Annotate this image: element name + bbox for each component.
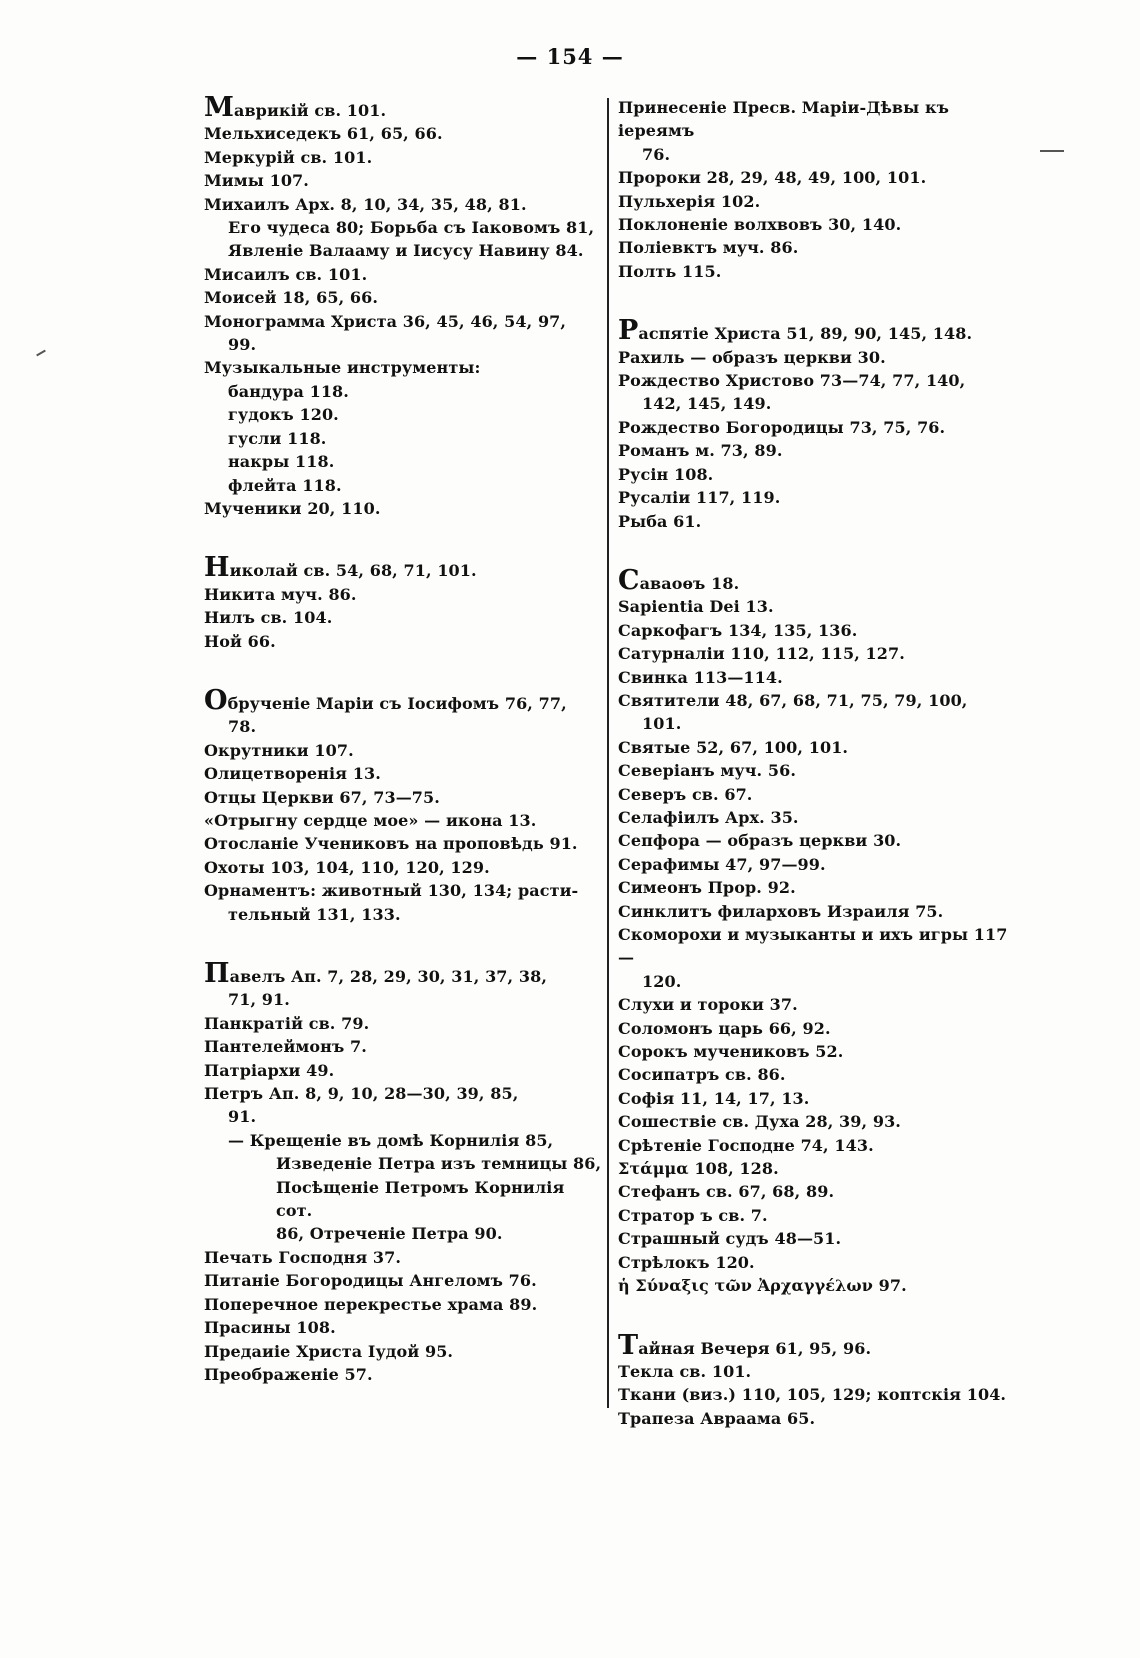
entry-text: Монограмма Христа 36, 45, 46, 54, 97, bbox=[204, 311, 567, 331]
index-entry bbox=[204, 879, 604, 902]
index-entry bbox=[618, 143, 1018, 166]
entry-text: Олицетворенія 13. bbox=[204, 764, 381, 784]
entry-text: Полть 115. bbox=[618, 261, 722, 281]
index-entry bbox=[618, 900, 1018, 923]
entry-text: Романъ м. 73, 89. bbox=[618, 441, 783, 461]
index-entry bbox=[618, 1407, 1018, 1430]
entry-text: Принесеніе Пресв. Маріи-Дѣвы къ іереямъ bbox=[618, 98, 949, 141]
index-section-heading bbox=[618, 564, 1018, 596]
index-section-heading bbox=[204, 552, 604, 584]
index-entry bbox=[618, 236, 1018, 259]
index-entry bbox=[618, 260, 1018, 283]
entry-text: флейта 118. bbox=[228, 475, 342, 495]
entry-text: Меркурій св. 101. bbox=[204, 147, 373, 167]
index-entry bbox=[618, 876, 1018, 899]
entry-text: Поліевктъ муч. 86. bbox=[618, 238, 799, 258]
index-section-heading bbox=[618, 1329, 1018, 1361]
index-entry bbox=[618, 346, 1018, 369]
index-section bbox=[204, 552, 604, 653]
entry-text: — Крещеніе въ домѣ Корнилія 85, bbox=[228, 1130, 554, 1150]
index-entry bbox=[204, 310, 604, 333]
entry-text: 101. bbox=[642, 714, 682, 734]
index-entry bbox=[618, 619, 1018, 642]
index-entry bbox=[204, 856, 604, 879]
index-entry bbox=[204, 1222, 604, 1245]
entry-text: Текла св. 101. bbox=[618, 1361, 752, 1381]
index-entry bbox=[618, 1383, 1018, 1406]
index-entry bbox=[618, 369, 1018, 392]
index-entry bbox=[618, 806, 1018, 829]
index-entry bbox=[204, 1246, 604, 1269]
index-entry bbox=[204, 122, 604, 145]
index-entry bbox=[618, 1274, 1018, 1297]
entry-text: Музыкальные инструменты: bbox=[204, 358, 481, 378]
column-divider bbox=[607, 98, 609, 1408]
index-entry bbox=[204, 903, 604, 926]
entry-text: Мученики 20, 110. bbox=[204, 498, 381, 518]
entry-text: Sapientia Dei 13. bbox=[618, 597, 774, 617]
index-entry bbox=[204, 333, 604, 356]
entry-text: Окрутники 107. bbox=[204, 740, 354, 760]
index-entry bbox=[618, 829, 1018, 852]
entry-text: брученіе Маріи съ Іосифомъ 76, 77, bbox=[227, 693, 567, 713]
entry-text: «Отрыгну сердце мое» — икона 13. bbox=[204, 810, 537, 830]
entry-text: Рождество Богородицы 73, 75, 76. bbox=[618, 417, 946, 437]
entry-text: Сошествіе св. Духа 28, 39, 93. bbox=[618, 1112, 901, 1132]
index-entry bbox=[204, 988, 604, 1011]
entry-text: гудокъ 120. bbox=[228, 405, 339, 425]
entry-text: Симеонъ Прор. 92. bbox=[618, 878, 796, 898]
index-entry bbox=[204, 380, 604, 403]
entry-text: Стефанъ св. 67, 68, 89. bbox=[618, 1182, 835, 1202]
entry-text: Печать Господня 37. bbox=[204, 1247, 402, 1267]
index-entry bbox=[204, 1129, 604, 1152]
entry-text: Свинка 113—114. bbox=[618, 667, 783, 687]
entry-text: аврикій св. 101. bbox=[234, 101, 387, 120]
index-entry bbox=[618, 666, 1018, 689]
index-entry bbox=[618, 1251, 1018, 1274]
entry-text: Отцы Церкви 67, 73—75. bbox=[204, 787, 440, 807]
index-entry bbox=[618, 1040, 1018, 1063]
index-entry bbox=[204, 583, 604, 606]
index-entry bbox=[618, 736, 1018, 759]
index-section bbox=[204, 958, 604, 1386]
index-section bbox=[618, 96, 1018, 283]
index-entry bbox=[618, 1063, 1018, 1086]
index-entry bbox=[204, 497, 604, 520]
entry-text: Скоморохи и музыканты и ихъ игры 117— bbox=[618, 925, 1008, 968]
index-entry bbox=[618, 486, 1018, 509]
scan-mark bbox=[1040, 150, 1064, 152]
entry-text: Пантелеймонъ 7. bbox=[204, 1037, 367, 1057]
index-entry bbox=[204, 1035, 604, 1058]
index-entry bbox=[204, 263, 604, 286]
entry-text: Στάμμα 108, 128. bbox=[618, 1159, 779, 1179]
entry-text: бандура 118. bbox=[228, 381, 349, 401]
entry-text: Отосланіе Учениковъ на проповѣдь 91. bbox=[204, 834, 578, 854]
entry-text: Изведеніе Петра изъ темницы 86, bbox=[276, 1154, 602, 1174]
index-section bbox=[204, 684, 604, 926]
entry-text: Русін 108. bbox=[618, 464, 714, 484]
entry-text: Сатурналіи 110, 112, 115, 127. bbox=[618, 644, 905, 664]
entry-text: Панкратій св. 79. bbox=[204, 1013, 370, 1033]
entry-text: Мисаилъ св. 101. bbox=[204, 264, 368, 284]
entry-text: Мельхиседекъ 61, 65, 66. bbox=[204, 124, 443, 144]
index-entry bbox=[204, 1269, 604, 1292]
entry-text: Поперечное перекрестье храма 89. bbox=[204, 1294, 538, 1314]
entry-text: Пульхерія 102. bbox=[618, 191, 761, 211]
entry-text: Северъ св. 67. bbox=[618, 784, 753, 804]
index-entry bbox=[204, 1363, 604, 1386]
index-entry bbox=[204, 474, 604, 497]
entry-text: Срѣтеніе Господне 74, 143. bbox=[618, 1135, 874, 1155]
initial-letter: С bbox=[618, 564, 640, 596]
entry-text: Никита муч. 86. bbox=[204, 584, 357, 604]
index-section-heading bbox=[204, 92, 604, 123]
entry-text: Трапеза Авраама 65. bbox=[618, 1408, 816, 1428]
entry-text: аваоѳъ 18. bbox=[639, 573, 740, 593]
initial-letter: М bbox=[204, 92, 234, 123]
index-section bbox=[618, 315, 1018, 533]
index-section bbox=[618, 1329, 1018, 1431]
entry-text: 142, 145, 149. bbox=[642, 394, 772, 414]
entry-text: тельный 131, 133. bbox=[228, 904, 401, 924]
index-entry bbox=[618, 783, 1018, 806]
index-entry bbox=[204, 146, 604, 169]
index-entry bbox=[204, 1082, 604, 1105]
entry-text: 99. bbox=[228, 335, 257, 355]
entry-text: Святители 48, 67, 68, 71, 75, 79, 100, bbox=[618, 690, 968, 710]
page-number: — 154 — bbox=[516, 44, 624, 69]
index-entry bbox=[204, 739, 604, 762]
index-entry bbox=[618, 96, 1018, 143]
index-entry bbox=[618, 993, 1018, 1016]
index-entry bbox=[204, 715, 604, 738]
entry-text: Патріархи 49. bbox=[204, 1060, 335, 1080]
index-entry bbox=[204, 762, 604, 785]
index-entry bbox=[618, 759, 1018, 782]
index-entry bbox=[204, 1152, 604, 1175]
index-entry bbox=[204, 239, 604, 262]
entry-text: Предаиіе Христа Іудой 95. bbox=[204, 1341, 454, 1361]
index-entry bbox=[618, 416, 1018, 439]
entry-text: Слухи и тороки 37. bbox=[618, 995, 798, 1015]
entry-text: Моисей 18, 65, 66. bbox=[204, 288, 379, 308]
entry-text: Орнаментъ: животный 130, 134; расти- bbox=[204, 881, 579, 901]
index-entry bbox=[618, 595, 1018, 618]
entry-text: гусли 118. bbox=[228, 428, 327, 448]
initial-letter: Т bbox=[618, 1329, 639, 1361]
entry-text: 71, 91. bbox=[228, 990, 290, 1010]
entry-text: Рыба 61. bbox=[618, 511, 702, 531]
entry-text: Его чудеса 80; Борьба съ Іаковомъ 81, bbox=[228, 218, 595, 238]
initial-letter: Н bbox=[204, 552, 230, 584]
entry-text: аспятіе Христа 51, 89, 90, 145, 148. bbox=[638, 324, 973, 344]
index-entry bbox=[618, 1157, 1018, 1180]
index-entry bbox=[204, 216, 604, 239]
index-entry bbox=[618, 712, 1018, 735]
entry-text: 120. bbox=[642, 971, 682, 991]
index-entry bbox=[204, 1176, 604, 1223]
entry-text: 86, Отреченіе Петра 90. bbox=[276, 1224, 503, 1244]
right-column bbox=[618, 96, 1018, 1466]
entry-text: Северіанъ муч. 56. bbox=[618, 761, 797, 781]
index-entry bbox=[204, 630, 604, 653]
index-entry bbox=[618, 1134, 1018, 1157]
entry-text: Пророки 28, 29, 48, 49, 100, 101. bbox=[618, 168, 927, 188]
entry-text: Питаніе Богородицы Ангеломъ 76. bbox=[204, 1271, 537, 1291]
index-entry bbox=[618, 213, 1018, 236]
index-entry bbox=[618, 190, 1018, 213]
entry-text: айная Вечеря 61, 95, 96. bbox=[638, 1338, 872, 1358]
index-entry bbox=[204, 286, 604, 309]
scan-mark bbox=[36, 350, 46, 357]
index-entry bbox=[204, 427, 604, 450]
index-entry bbox=[204, 1340, 604, 1363]
entry-text: Русаліи 117, 119. bbox=[618, 488, 781, 508]
entry-text: Сепфора — образъ церкви 30. bbox=[618, 831, 902, 851]
index-entry bbox=[618, 853, 1018, 876]
index-entry bbox=[618, 1110, 1018, 1133]
entry-text: Сорокъ мучениковъ 52. bbox=[618, 1042, 844, 1062]
entry-text: 76. bbox=[642, 144, 671, 164]
entry-text: Сосипатръ св. 86. bbox=[618, 1065, 786, 1085]
initial-letter: Р bbox=[618, 315, 639, 347]
index-entry bbox=[618, 1180, 1018, 1203]
index-entry bbox=[618, 439, 1018, 462]
index-entry bbox=[204, 786, 604, 809]
index-section-heading bbox=[204, 684, 604, 716]
entry-text: Охоты 103, 104, 110, 120, 129. bbox=[204, 857, 490, 877]
entry-text: иколай св. 54, 68, 71, 101. bbox=[229, 561, 477, 581]
index-section-heading bbox=[204, 958, 604, 989]
entry-text: Синклитъ филарховъ Израиля 75. bbox=[618, 901, 944, 921]
entry-text: Мимы 107. bbox=[204, 171, 309, 191]
entry-text: авелъ Ап. 7, 28, 29, 30, 31, 37, 38, bbox=[229, 967, 548, 986]
entry-text: Нилъ св. 104. bbox=[204, 608, 333, 628]
index-entry bbox=[204, 809, 604, 832]
entry-text: накры 118. bbox=[228, 452, 335, 472]
index-entry bbox=[618, 392, 1018, 415]
entry-text: Соломонъ царь 66, 92. bbox=[618, 1018, 831, 1038]
entry-text: Серафимы 47, 97—99. bbox=[618, 854, 826, 874]
entry-text: Софія 11, 14, 17, 13. bbox=[618, 1088, 810, 1108]
index-entry bbox=[618, 463, 1018, 486]
index-entry bbox=[204, 450, 604, 473]
entry-text: Селафіилъ Арх. 35. bbox=[618, 807, 799, 827]
entry-text: Рождество Христово 73—74, 77, 140, bbox=[618, 371, 966, 391]
index-entry bbox=[204, 1293, 604, 1316]
index-entry bbox=[204, 1316, 604, 1339]
index-entry bbox=[204, 356, 604, 379]
entry-text: Ной 66. bbox=[204, 631, 276, 651]
index-entry bbox=[618, 689, 1018, 712]
index-entry bbox=[618, 1017, 1018, 1040]
index-entry bbox=[204, 832, 604, 855]
index-section bbox=[618, 564, 1018, 1298]
index-entry bbox=[618, 642, 1018, 665]
initial-letter: О bbox=[204, 684, 228, 716]
entry-text: Стрѣлокъ 120. bbox=[618, 1252, 755, 1272]
index-entry bbox=[618, 1087, 1018, 1110]
index-entry bbox=[618, 510, 1018, 533]
left-column bbox=[204, 92, 604, 1422]
index-entry bbox=[204, 403, 604, 426]
entry-text: Страшный судъ 48—51. bbox=[618, 1229, 842, 1249]
entry-text: Святые 52, 67, 100, 101. bbox=[618, 737, 849, 757]
entry-text: Явленіе Валааму и Іисусу Навину 84. bbox=[228, 241, 584, 261]
entry-text: Прасины 108. bbox=[204, 1318, 336, 1338]
index-entry bbox=[618, 166, 1018, 189]
index-entry bbox=[618, 1227, 1018, 1250]
index-entry bbox=[618, 970, 1018, 993]
index-entry bbox=[204, 606, 604, 629]
entry-text: 78. bbox=[228, 717, 257, 737]
entry-text: Ткани (виз.) 110, 105, 129; коптскія 104. bbox=[618, 1385, 1007, 1405]
entry-text: Посѣщеніе Петромъ Корнилія сот. bbox=[276, 1177, 565, 1221]
index-entry bbox=[204, 169, 604, 192]
entry-text: Поклоненіе волхвовъ 30, 140. bbox=[618, 215, 902, 235]
entry-text: Стратор ъ св. 7. bbox=[618, 1205, 768, 1225]
index-entry bbox=[618, 923, 1018, 970]
entry-text: ἡ Σύναξις τῶν Ἀρχαγγέλων 97. bbox=[618, 1276, 907, 1296]
entry-text: Преображеніе 57. bbox=[204, 1364, 373, 1384]
index-entry bbox=[618, 1204, 1018, 1227]
entry-text: Саркофагъ 134, 135, 136. bbox=[618, 620, 858, 640]
entry-text: Рахиль — образъ церкви 30. bbox=[618, 347, 886, 367]
entry-text: Михаилъ Арх. 8, 10, 34, 35, 48, 81. bbox=[204, 194, 527, 214]
index-section-heading bbox=[618, 315, 1018, 347]
index-entry bbox=[618, 1360, 1018, 1383]
index-entry bbox=[204, 1105, 604, 1128]
initial-letter: П bbox=[204, 958, 230, 989]
entry-text: Петръ Ап. 8, 9, 10, 28—30, 39, 85, bbox=[204, 1084, 519, 1104]
entry-text: 91. bbox=[228, 1107, 257, 1127]
index-entry bbox=[204, 193, 604, 216]
index-entry bbox=[204, 1012, 604, 1035]
index-section bbox=[204, 92, 604, 520]
index-entry bbox=[204, 1059, 604, 1082]
